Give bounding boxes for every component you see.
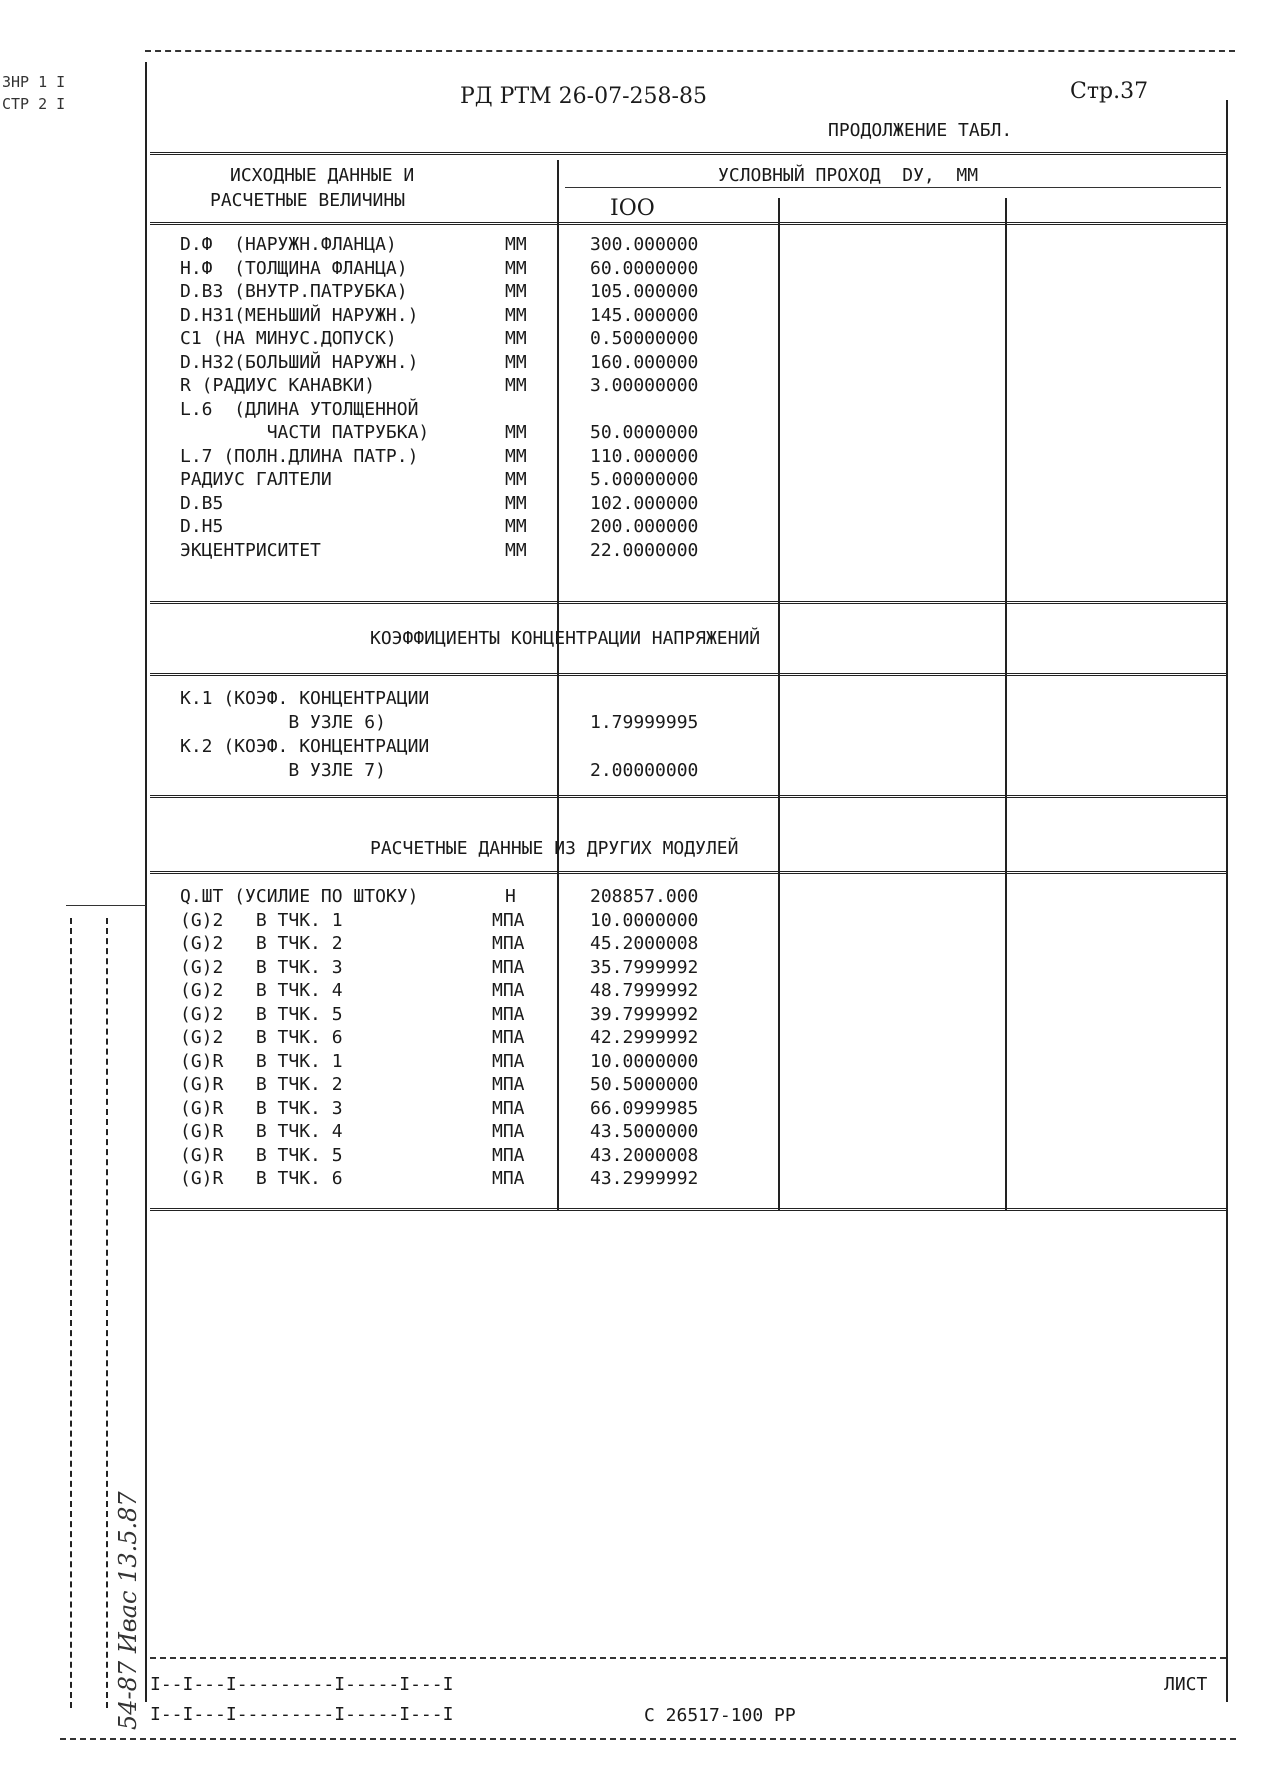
table-row bbox=[0, 424, 1272, 446]
table-row bbox=[0, 888, 1272, 910]
row-name: L.6 (ДЛИНА УТОЛЩЕННОЙ bbox=[180, 398, 419, 420]
row-name: (G)R В ТЧК. 6 bbox=[180, 1168, 343, 1189]
row-name: D.H5 bbox=[180, 516, 224, 537]
continuation-label: ПРОДОЛЖЕНИЕ ТАБЛ. bbox=[828, 120, 1013, 141]
row-name: C1 (НА МИНУС.ДОПУСК) bbox=[180, 328, 397, 349]
row-name: (G)R В ТЧК. 5 bbox=[180, 1144, 343, 1166]
row-name: K.2 (КОЭФ. КОНЦЕНТРАЦИИ bbox=[180, 736, 430, 757]
row-unit: ММ bbox=[505, 304, 527, 326]
table-row bbox=[0, 283, 1272, 305]
row-name: D.Ф (НАРУЖН.ФЛАНЦА) bbox=[180, 234, 397, 255]
row-name: Q.ШТ (УСИЛИЕ ПО ШТОКУ) bbox=[180, 886, 419, 907]
row-value: 43.2999992 bbox=[590, 1168, 699, 1189]
row-unit: ММ bbox=[505, 257, 527, 279]
binding-top bbox=[66, 905, 146, 906]
margin-tag-1: ЗНР 1 I bbox=[2, 73, 66, 91]
table-row bbox=[0, 762, 1272, 784]
table-row bbox=[0, 909, 1272, 934]
row-value: 43.2000008 bbox=[590, 1144, 699, 1166]
section-coefficients bbox=[0, 690, 1272, 790]
head-top-line bbox=[150, 152, 1226, 155]
table-row bbox=[0, 738, 1272, 760]
row-name: (G)2 В ТЧК. 6 bbox=[180, 1027, 343, 1048]
row-unit: ММ bbox=[505, 234, 527, 255]
row-value: 42.2999992 bbox=[590, 1027, 699, 1048]
row-value: 48.7999992 bbox=[590, 980, 699, 1001]
row-name: В УЗЛЕ 7) bbox=[180, 760, 386, 781]
table-row bbox=[0, 714, 1272, 736]
binding-line-1 bbox=[70, 918, 72, 1708]
section-initial-data bbox=[0, 236, 1272, 596]
table-row bbox=[0, 1144, 1272, 1169]
row-unit: ММ bbox=[505, 422, 527, 443]
row-value: 145.000000 bbox=[590, 304, 699, 326]
table-row bbox=[0, 956, 1272, 981]
table-row bbox=[0, 257, 1272, 282]
row-name: (G)R В ТЧК. 2 bbox=[180, 1074, 343, 1095]
row-unit: ММ bbox=[505, 516, 527, 537]
row-value: 45.2000008 bbox=[590, 933, 699, 954]
table-row bbox=[0, 304, 1272, 329]
col1-head-line2: РАСЧЕТНЫЕ ВЕЛИЧИНЫ bbox=[210, 190, 406, 211]
stamp-grid-row2: I--I---I---------I-----I---I bbox=[150, 1704, 454, 1725]
margin-tag-2: СТР 2 I bbox=[2, 95, 66, 113]
row-name: (G)2 В ТЧК. 3 bbox=[180, 956, 343, 978]
row-name: ЧАСТИ ПАТРУБКА) bbox=[180, 422, 430, 443]
stamp-top-line bbox=[150, 1657, 1226, 1659]
row-unit: ММ bbox=[505, 351, 527, 373]
col1-head-line1: ИСХОДНЫЕ ДАННЫЕ И bbox=[230, 165, 415, 186]
row-unit: МПА bbox=[492, 1168, 525, 1189]
row-value: 10.0000000 bbox=[590, 1050, 699, 1072]
table-row bbox=[0, 330, 1272, 352]
table-row bbox=[0, 690, 1272, 712]
row-value: 105.000000 bbox=[590, 281, 699, 302]
row-unit: ММ bbox=[505, 445, 527, 467]
row-name: (G)R В ТЧК. 3 bbox=[180, 1097, 343, 1119]
row-value: 2.00000000 bbox=[590, 760, 699, 781]
section3-title: РАСЧЕТНЫЕ ДАННЫЕ ИЗ ДРУГИХ МОДУЛЕЙ bbox=[370, 838, 739, 859]
stamp-grid-row1: I--I---I---------I-----I---I bbox=[150, 1674, 454, 1695]
row-value: 66.0999985 bbox=[590, 1097, 699, 1119]
row-value: 43.5000000 bbox=[590, 1121, 699, 1142]
row-name: В УЗЛЕ 6) bbox=[180, 712, 386, 733]
table-row bbox=[0, 1050, 1272, 1075]
row-name: D.H32(БОЛЬШИЙ НАРУЖН.) bbox=[180, 351, 419, 373]
bottom-border bbox=[60, 1738, 1236, 1740]
row-name: R (РАДИУС КАНАВКИ) bbox=[180, 375, 376, 396]
row-value: 5.00000000 bbox=[590, 469, 699, 490]
section3-title-bottom bbox=[150, 871, 1226, 874]
row-value: 60.0000000 bbox=[590, 257, 699, 279]
row-unit: ММ bbox=[505, 375, 527, 396]
row-unit: МПА bbox=[492, 1027, 525, 1048]
sheet-label: ЛИСТ bbox=[1164, 1674, 1208, 1695]
table-row bbox=[0, 1123, 1272, 1145]
table-row bbox=[0, 236, 1272, 258]
row-name: K.1 (КОЭФ. КОНЦЕНТРАЦИИ bbox=[180, 688, 430, 709]
section2-title-bottom bbox=[150, 673, 1226, 676]
row-value: 10.0000000 bbox=[590, 909, 699, 931]
row-value: 39.7999992 bbox=[590, 1003, 699, 1025]
section2-title: КОЭФФИЦИЕНТЫ КОНЦЕНТРАЦИИ НАПРЯЖЕНИЙ bbox=[370, 628, 761, 649]
table-row bbox=[0, 351, 1272, 376]
table-row bbox=[0, 1003, 1272, 1028]
row-name: H.Ф (ТОЛЩИНА ФЛАНЦА) bbox=[180, 257, 408, 279]
row-name: D.B5 bbox=[180, 492, 224, 514]
row-value: 50.0000000 bbox=[590, 422, 699, 443]
row-unit: Н bbox=[505, 886, 516, 907]
row-name: (G)2 В ТЧК. 4 bbox=[180, 980, 343, 1001]
table-row bbox=[0, 398, 1272, 423]
row-value: 110.000000 bbox=[590, 445, 699, 467]
row-unit: МПА bbox=[492, 933, 525, 954]
row-unit: ММ bbox=[505, 328, 527, 349]
row-unit: МПА bbox=[492, 1097, 525, 1119]
table-row bbox=[0, 518, 1272, 540]
svg-text:54-87 Ивас 13.5.87: 54-87 Ивас 13.5.87 bbox=[114, 1491, 142, 1730]
row-unit: ММ bbox=[505, 469, 527, 490]
row-value: 3.00000000 bbox=[590, 375, 699, 396]
row-value: 300.000000 bbox=[590, 234, 699, 255]
row-unit: МПА bbox=[492, 1144, 525, 1166]
row-unit: МПА bbox=[492, 1121, 525, 1142]
row-value: 0.50000000 bbox=[590, 328, 699, 349]
row-name: (G)2 В ТЧК. 2 bbox=[180, 933, 343, 954]
col2-head-title: УСЛОВНЫЙ ПРОХОД DУ, ММ bbox=[712, 167, 984, 185]
page-number: Стр.37 bbox=[1070, 79, 1149, 104]
table-row bbox=[0, 1097, 1272, 1122]
table-row bbox=[0, 377, 1272, 399]
row-name: (G)2 В ТЧК. 5 bbox=[180, 1003, 343, 1025]
row-value: 22.0000000 bbox=[590, 539, 699, 561]
table-row bbox=[0, 445, 1272, 470]
row-name: (G)2 В ТЧК. 1 bbox=[180, 909, 343, 931]
row-name: ЭКЦЕНТРИСИТЕТ bbox=[180, 539, 321, 561]
row-value: 102.000000 bbox=[590, 492, 699, 514]
row-value: 35.7999992 bbox=[590, 956, 699, 978]
row-unit: МПА bbox=[492, 980, 525, 1001]
section1-bottom-line bbox=[150, 601, 1226, 604]
handwritten-signature bbox=[108, 1320, 148, 1740]
table-row bbox=[0, 1170, 1272, 1192]
table-row bbox=[0, 935, 1272, 957]
row-unit: ММ bbox=[505, 281, 527, 302]
row-value: 1.79999995 bbox=[590, 712, 699, 733]
head-bottom-line bbox=[150, 222, 1226, 225]
footer-code: С 26517-100 РР bbox=[644, 1705, 796, 1726]
table-row bbox=[0, 492, 1272, 517]
table-row bbox=[0, 982, 1272, 1004]
row-name: (G)R В ТЧК. 4 bbox=[180, 1121, 343, 1142]
row-unit: МПА bbox=[492, 956, 525, 978]
table-row bbox=[0, 539, 1272, 564]
section3-bottom-line bbox=[150, 1208, 1226, 1211]
row-unit: МПА bbox=[492, 1074, 525, 1095]
row-value: 200.000000 bbox=[590, 516, 699, 537]
row-unit: ММ bbox=[505, 539, 527, 561]
top-border bbox=[145, 50, 1235, 52]
col2-head-value: IOO bbox=[610, 196, 655, 221]
row-value: 208857.000 bbox=[590, 886, 699, 907]
row-unit: ММ bbox=[505, 492, 527, 514]
row-name: РАДИУС ГАЛТЕЛИ bbox=[180, 469, 332, 490]
row-name: D.H31(МЕНЬШИЙ НАРУЖН.) bbox=[180, 304, 419, 326]
row-unit: МПА bbox=[492, 909, 525, 931]
table-row bbox=[0, 1029, 1272, 1051]
doc-code: РД РТМ 26-07-258-85 bbox=[460, 84, 707, 109]
row-name: (G)R В ТЧК. 1 bbox=[180, 1050, 343, 1072]
row-unit: МПА bbox=[492, 1003, 525, 1025]
table-row bbox=[0, 1076, 1272, 1098]
row-value: 160.000000 bbox=[590, 351, 699, 373]
row-value: 50.5000000 bbox=[590, 1074, 699, 1095]
row-unit: МПА bbox=[492, 1050, 525, 1072]
col2-head-underline bbox=[565, 187, 1221, 188]
table-row bbox=[0, 471, 1272, 493]
section-other-modules bbox=[0, 888, 1272, 1208]
row-name: D.B3 (ВНУТР.ПАТРУБКА) bbox=[180, 281, 408, 302]
section2-bottom-line bbox=[150, 795, 1226, 798]
row-name: L.7 (ПОЛН.ДЛИНА ПАТР.) bbox=[180, 445, 419, 467]
